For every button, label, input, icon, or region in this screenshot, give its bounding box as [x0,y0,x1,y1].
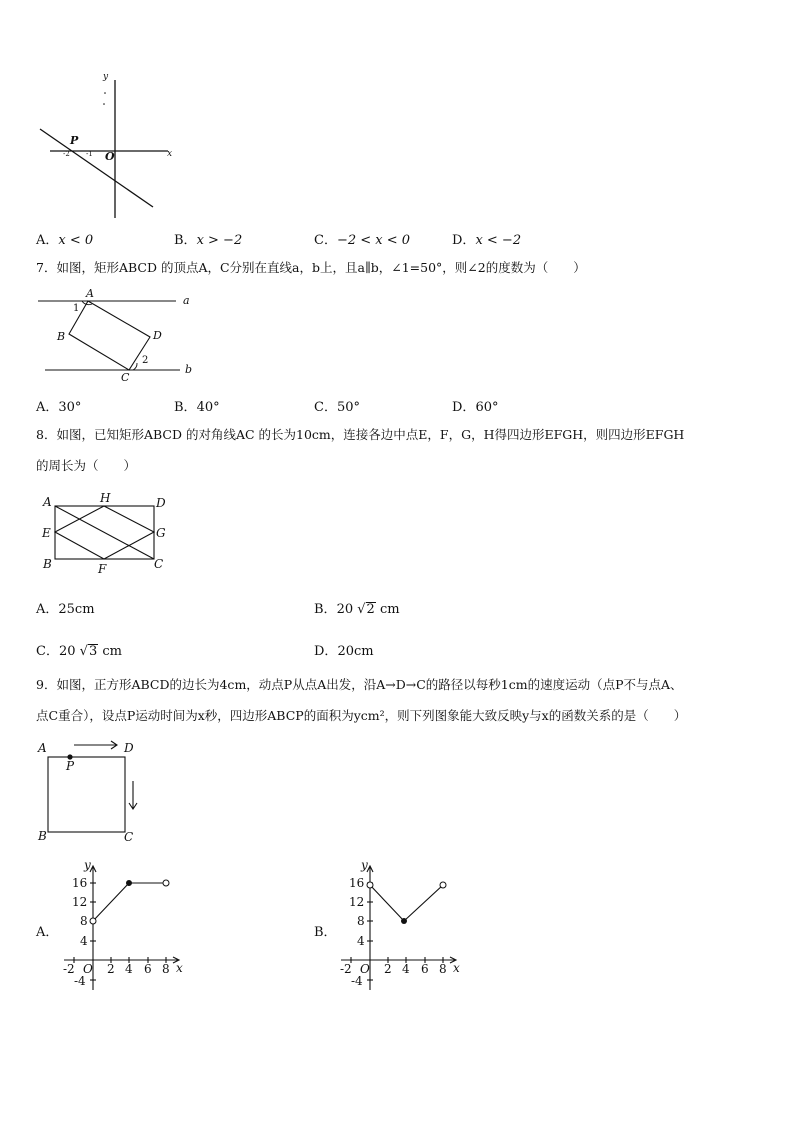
q8-label-g: G [156,526,166,540]
x-tick: 6 [421,962,429,976]
q9-graph-a-y-label: y [84,858,91,872]
q9-option-a[interactable]: A． [36,925,59,940]
q9-graph-b-path [370,885,443,921]
y-tick: 4 [80,934,88,948]
q9-stem-line1: 9．如图，正方形ABCD的边长为4cm，动点P从点A出发，沿A→D→C的路径以每秒1cm的速度运动（点P不与点A、 [36,677,683,692]
x-tick: 8 [162,962,170,976]
q9-label-a: A [38,741,47,755]
q8-stem-line1: 8．如图，已知矩形ABCD 的对角线AC 的长为10cm，连接各边中点E，F，G，H得四边形EFGH，则四边形EFGH [36,427,685,442]
q9-label-c: C [124,830,134,844]
q9-label-p: P [66,759,75,773]
q9-stem-line2: 点C重合），设点P运动时间为x秒，四边形ABCP的面积为ycm²，则下列图象能大致反映y与x的函数关系的是（ ） [36,708,687,723]
q9-graph-a-origin: O [83,962,93,976]
q6-option-a[interactable]: A．x < 0 [36,233,94,248]
q7-option-b[interactable]: B．40° [174,400,220,415]
q9-option-b[interactable]: B． [314,925,337,940]
q7-label-line-a: a [183,294,190,307]
y-tick: 8 [357,914,365,928]
q8-stem-line2: 的周长为（ ） [36,458,137,473]
q7-stem: 7．如图，矩形ABCD 的顶点A，C分别在直线a，b上，且a∥b，∠1=50°，则∠2的度数为（ ） [36,260,586,275]
q8-label-b: B [43,557,52,571]
y-tick: -4 [351,974,363,988]
x-tick: -2 [340,962,352,976]
q7-label-line-b: b [185,363,193,376]
x-tick: 4 [125,962,133,976]
q7-angle-2: 2 [142,355,149,366]
q7-label-d-vertex: D [153,329,162,342]
q8-option-a[interactable]: A．25cm [36,602,95,617]
y-tick: 16 [349,876,365,890]
y-tick: 12 [349,895,365,909]
q8-label-d: D [156,496,166,510]
q8-option-b[interactable]: B．20 √2 cm [314,602,400,617]
q6-tick-neg1: -1 [86,150,93,158]
q9-label-b: B [38,829,47,843]
radical-sign: √ [79,644,88,659]
x-tick: 4 [402,962,410,976]
q9-graph-b-origin: O [360,962,370,976]
q8-option-c[interactable]: C．20 √3 cm [36,644,122,659]
q8-label-h: H [100,491,111,505]
q9-graph-a-x-label: x [176,961,183,975]
q6-option-b[interactable]: B．x > −2 [174,233,243,248]
q8-label-a: A [43,495,52,509]
q7-angle-1: 1 [73,303,80,314]
q8-option-d[interactable]: D．20cm [314,644,374,659]
y-tick: 4 [357,934,365,948]
q8-label-c: C [154,557,164,571]
x-tick: -2 [63,962,75,976]
q6-origin: O [105,150,115,163]
x-tick: 8 [439,962,447,976]
q8-label-e: E [42,526,51,540]
y-tick: 8 [80,914,88,928]
q6-option-c[interactable]: C．−2 < x < 0 [314,233,411,248]
q6-option-d[interactable]: D．x < −2 [452,233,522,248]
q7-option-d[interactable]: D．60° [452,400,499,415]
y-tick: -4 [74,974,86,988]
q6-x-label: x [167,149,173,159]
q7-label-a-vertex: A [86,287,94,300]
q7-label-b-vertex: B [57,330,66,343]
q6-point-p: P [70,134,79,147]
radical-sign: √ [357,602,366,617]
y-tick: 16 [72,876,88,890]
x-tick: 6 [144,962,152,976]
q9-graph-b-x-label: x [453,961,460,975]
q7-label-c-vertex: C [121,371,130,384]
y-tick: 12 [72,895,88,909]
q7-option-a[interactable]: A．30° [36,400,82,415]
q9-graph-b-y-label: y [361,858,368,872]
x-tick: 2 [107,962,115,976]
q9-label-d: D [124,741,134,755]
q6-tick-neg2: -2 [63,150,70,158]
q6-y-label: y [103,72,109,82]
x-tick: 2 [384,962,392,976]
q8-label-f: F [98,562,107,576]
q7-option-c[interactable]: C．50° [314,400,360,415]
